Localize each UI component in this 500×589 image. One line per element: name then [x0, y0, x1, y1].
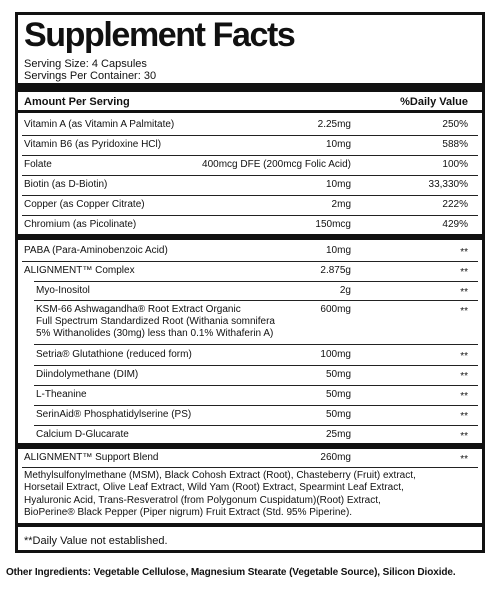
- nutrient-dv: 100%: [442, 159, 468, 170]
- ingredient-amount: 100mg: [320, 349, 351, 360]
- header-divider: [18, 110, 482, 113]
- ingredient-dv: **: [460, 431, 468, 442]
- blend-line: BioPerine® Black Pepper (Piper nigrum) Fruit Extract (Std. 95% Piperine).: [24, 507, 353, 519]
- support-blend-dv: **: [460, 454, 468, 465]
- support-blend-amount: 260mg: [320, 452, 351, 463]
- serving-size: Serving Size: 4 Capsules: [24, 58, 147, 70]
- daily-value-header: %Daily Value: [400, 96, 468, 108]
- support-blend-ingredients: [24, 470, 484, 520]
- ingredient-amount: 25mg: [325, 429, 351, 440]
- footer-divider: [18, 523, 482, 527]
- nutrient-name: Copper (as Copper Citrate): [24, 199, 145, 210]
- nutrient-dv: 222%: [442, 199, 468, 210]
- nutrient-amount: 400mcg DFE (200mcg Folic Acid): [202, 159, 351, 170]
- nutrient-amount: 10mg: [325, 179, 351, 190]
- row-divider: [22, 261, 478, 262]
- panel-title: Supplement Facts: [24, 16, 295, 54]
- ingredient-dv: **: [460, 411, 468, 422]
- row-divider: [22, 135, 478, 136]
- ingredient-name: KSM-66 Ashwagandha® Root Extract Organic: [36, 304, 241, 315]
- row-divider: [34, 405, 478, 406]
- ingredient-amount: 2g: [339, 285, 351, 296]
- ingredient-dv: **: [460, 371, 468, 382]
- nutrient-name: Vitamin B6 (as Pyridoxine HCl): [24, 139, 162, 150]
- row-divider: [34, 300, 478, 301]
- footnote: **Daily Value not established.: [24, 535, 168, 547]
- ingredient-name: PABA (Para-Aminobenzoic Acid): [24, 245, 168, 256]
- row-divider: [34, 281, 478, 282]
- ingredient-name: L-Theanine: [36, 389, 87, 400]
- servings-per-container: Servings Per Container: 30: [24, 70, 157, 82]
- nutrient-amount: 150mcg: [315, 219, 351, 230]
- ingredient-amount: 10mg: [325, 245, 351, 256]
- blend-line: Methylsulfonylmethane (MSM), Black Cohosh Extract (Root), Chasteberry (Fruit) extract,: [24, 470, 416, 481]
- nutrient-dv: 250%: [442, 119, 468, 130]
- section-divider: [18, 443, 482, 449]
- ingredient-dv: **: [460, 351, 468, 362]
- row-divider: [34, 344, 478, 345]
- ingredient-name: SerinAid® Phosphatidylserine (PS): [36, 409, 192, 420]
- blend-line: Horsetail Extract, Olive Leaf Extract, Wild Yam (Root) Extract, Spearmint Leaf Extract,: [24, 482, 404, 494]
- nutrient-dv: 33,330%: [428, 179, 468, 190]
- nutrient-amount: 2mg: [331, 199, 351, 210]
- row-divider: [34, 365, 478, 366]
- ingredient-dv: **: [460, 287, 468, 298]
- amount-per-serving-header: Amount Per Serving: [24, 96, 130, 108]
- ingredient-amount: 600mg: [320, 304, 351, 315]
- row-divider: [22, 155, 478, 156]
- row-divider: [34, 425, 478, 426]
- ingredient-name: Diindolymethane (DIM): [36, 369, 139, 380]
- row-divider: [22, 467, 478, 468]
- nutrient-amount: 2.25mg: [317, 119, 351, 130]
- ingredient-dv: **: [460, 267, 468, 278]
- row-divider: [22, 195, 478, 196]
- nutrient-dv: 588%: [442, 139, 468, 150]
- ingredient-dv: **: [460, 306, 468, 317]
- ingredient-dv: **: [460, 247, 468, 258]
- ingredient-name: Calcium D-Glucarate: [36, 429, 129, 440]
- row-divider: [22, 175, 478, 176]
- blend-line: Hyaluronic Acid, Trans-Resveratrol (from Polygonum Cuspidatum)(Root) Extract,: [24, 494, 381, 506]
- supplement-facts-panel: [15, 12, 485, 553]
- nutrient-name: Folate: [24, 159, 52, 170]
- ingredient-name-line3: 5% Withanolides (30mg) less than 0.1% Withaferin A): [36, 328, 274, 339]
- ingredient-name: Myo-Inositol: [36, 285, 90, 296]
- ingredient-amount: 50mg: [325, 369, 351, 380]
- row-divider: [22, 215, 478, 216]
- ingredient-name: ALIGNMENT™ Complex: [24, 265, 135, 276]
- ingredient-amount: 2.875g: [320, 265, 351, 276]
- ingredient-name: Setria® Glutathione (reduced form): [36, 349, 192, 360]
- nutrient-dv: 429%: [442, 219, 468, 230]
- ingredient-amount: 50mg: [325, 409, 351, 420]
- nutrient-amount: 10mg: [325, 139, 351, 150]
- nutrient-name: Biotin (as D-Biotin): [24, 179, 108, 190]
- ingredient-name-line2: Full Spectrum Standardized Root (Withania somnifera: [36, 316, 275, 327]
- row-divider: [34, 385, 478, 386]
- other-ingredients: Other Ingredients: Vegetable Cellulose, Magnesium Stearate (Vegetable Source), Silicon Dioxide.: [6, 567, 456, 578]
- thick-divider: [18, 83, 482, 92]
- nutrient-name: Chromium (as Picolinate): [24, 219, 137, 230]
- ingredient-amount: 50mg: [325, 389, 351, 400]
- nutrient-name: Vitamin A (as Vitamin A Palmitate): [24, 119, 175, 130]
- support-blend-name: ALIGNMENT™ Support Blend: [24, 452, 159, 463]
- section-divider: [18, 234, 482, 240]
- ingredient-dv: **: [460, 391, 468, 402]
